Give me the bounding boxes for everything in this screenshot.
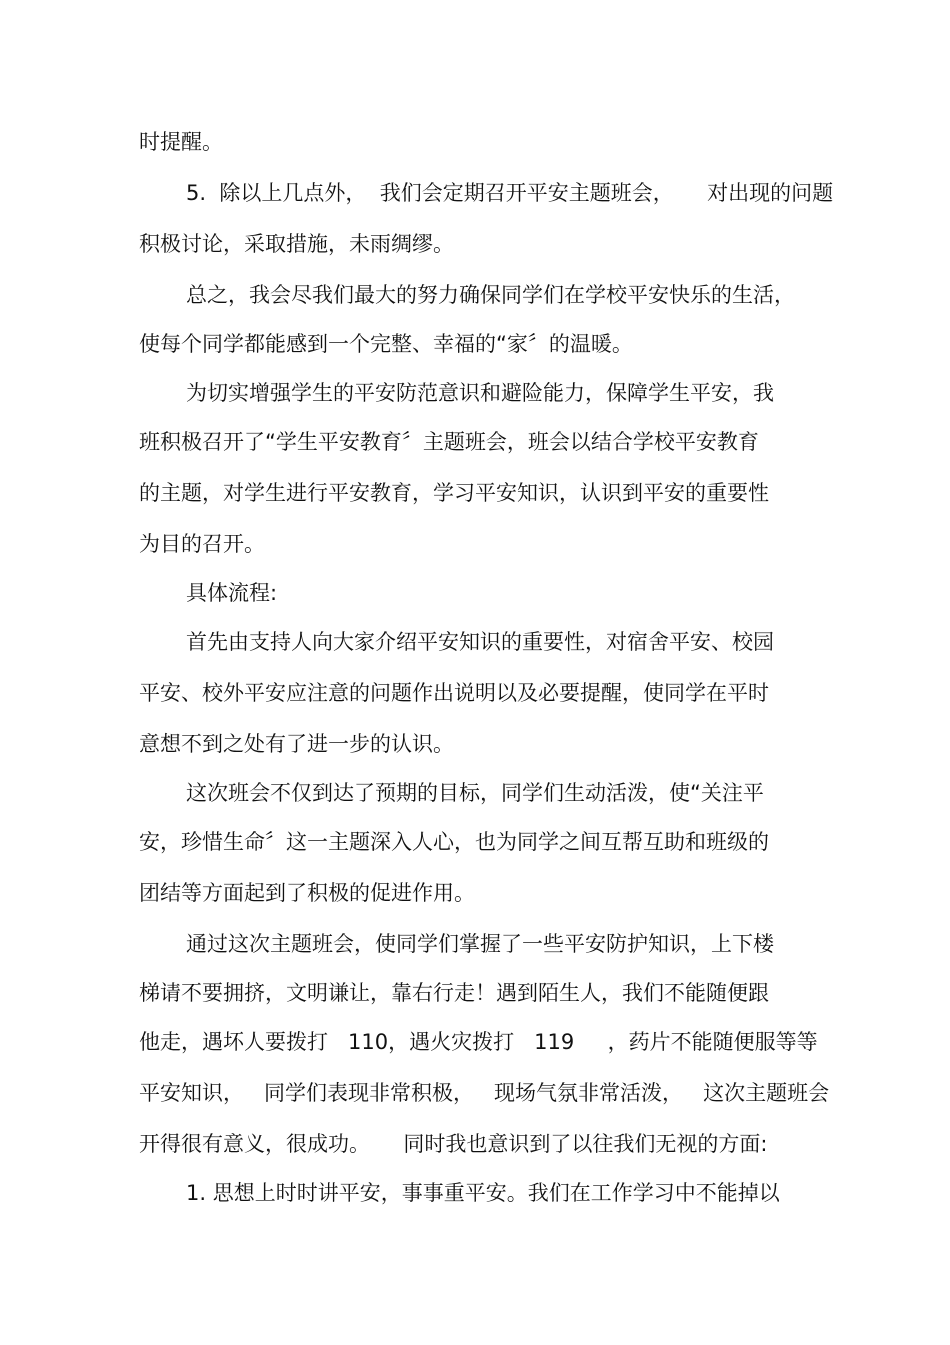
text-line: 平安知识， 同学们表现非常积极， 现场气氛非常活泼， 这次主题班会 [139, 1081, 830, 1105]
text-line: 总之，我会尽我们最大的努力确保同学们在学校平安快乐的生活， [186, 283, 795, 307]
text-line: 平安、校外平安应注意的问题作出说明以及必要提醒，使同学在平时 [139, 681, 769, 705]
text-line: 为切实增强学生的平安防范意识和避险能力，保障学生平安，我 [186, 381, 774, 405]
text-line: 的主题，对学生进行平安教育，学习平安知识，认识到平安的重要性 [139, 481, 769, 505]
text-line: 5. 除以上几点外， 我们会定期召开平安主题班会， 对出现的问题 [186, 181, 834, 205]
text-line: 1. 思想上时时讲平安，事事重平安。我们在工作学习中不能掉以 [186, 1181, 780, 1205]
text-line: 意想不到之处有了进一步的认识。 [139, 732, 454, 756]
text-line: 具体流程: [186, 581, 278, 605]
text-line: 他走，遇坏人要拨打 110，遇火灾拨打 119 ，药片不能随便服等等 [139, 1030, 818, 1054]
text-line: 班积极召开了“学生平安教育〞主题班会，班会以结合学校平安教育 [139, 430, 759, 454]
text-line: 使每个同学都能感到一个完整、幸福的“家〞的温暖。 [139, 332, 633, 356]
text-line: 安，珍惜生命〞这一主题深入人心，也为同学之间互帮互助和班级的 [139, 830, 769, 854]
text-line: 为目的召开。 [139, 532, 265, 556]
text-line: 梯请不要拥挤，文明谦让，靠右行走！遇到陌生人，我们不能随便跟 [139, 981, 769, 1005]
text-line: 开得很有意义，很成功。 同时我也意识到了以往我们无视的方面: [139, 1132, 768, 1156]
text-line: 通过这次主题班会，使同学们掌握了一些平安防护知识，上下楼 [186, 932, 774, 956]
text-line: 这次班会不仅到达了预期的目标，同学们生动活泼，使“关注平 [186, 781, 764, 805]
text-line: 积极讨论，采取措施，未雨绸缪。 [139, 232, 454, 256]
text-line: 首先由支持人向大家介绍平安知识的重要性，对宿舍平安、校园 [186, 630, 774, 654]
text-line: 团结等方面起到了积极的促进作用。 [139, 881, 475, 905]
text-line: 时提醒。 [139, 130, 223, 154]
